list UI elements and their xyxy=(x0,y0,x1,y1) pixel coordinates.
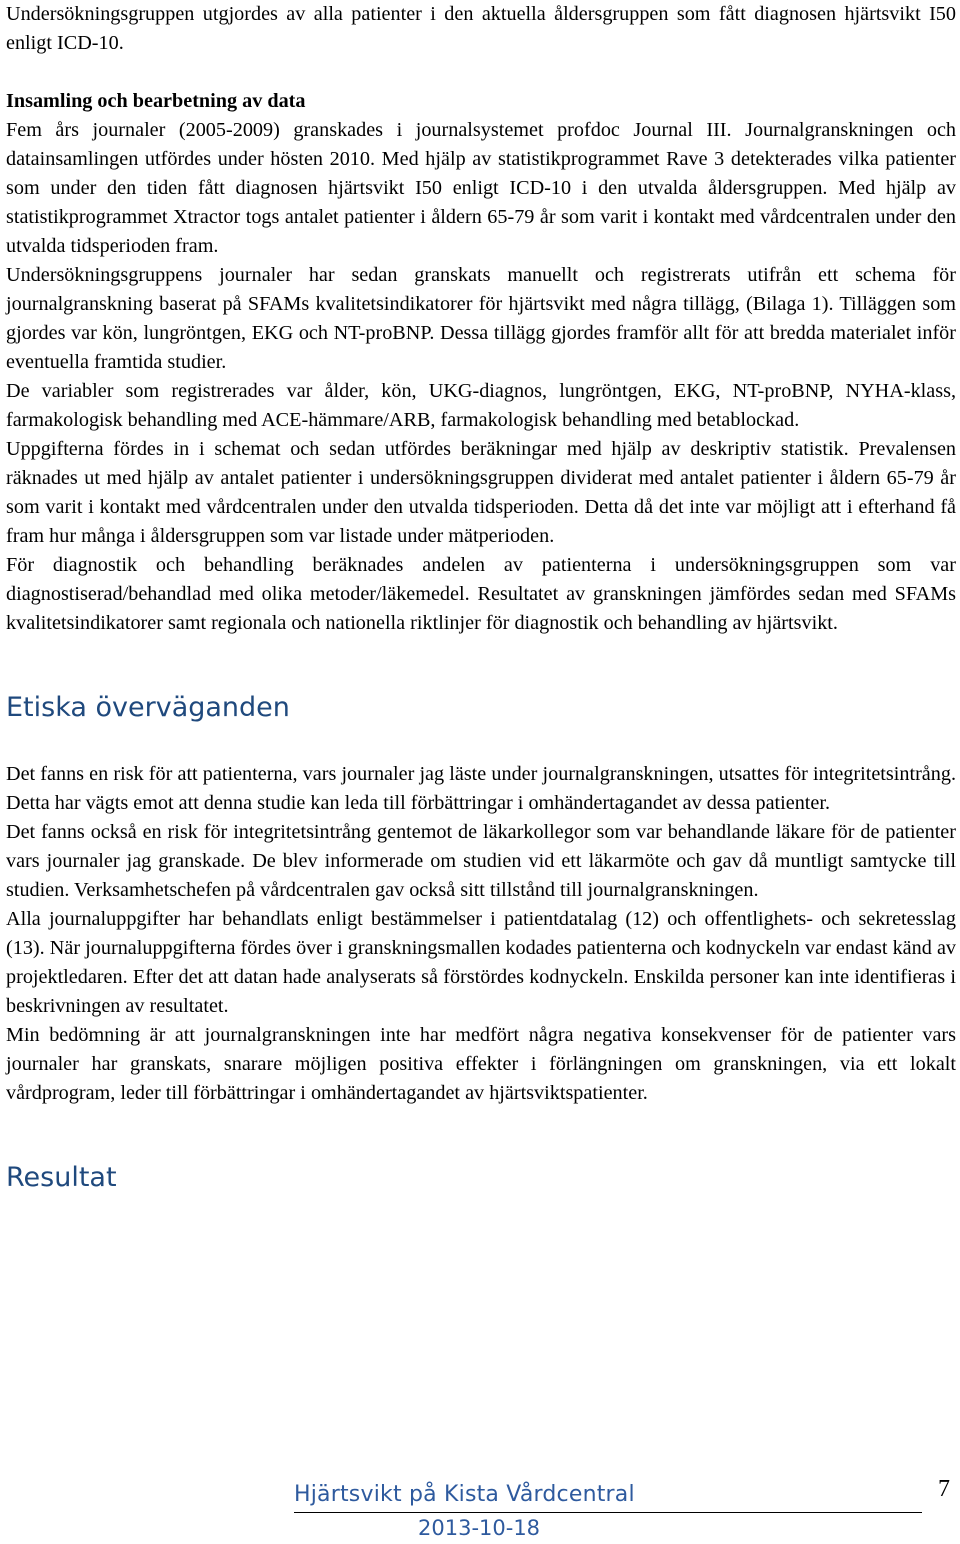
insamling-heading: Insamling och bearbetning av data xyxy=(6,90,306,112)
document-page xyxy=(6,0,956,1196)
footer-divider xyxy=(294,1512,922,1513)
page-footer xyxy=(6,1474,956,1544)
spacer xyxy=(6,726,956,760)
intro-paragraph: Undersökningsgruppen utgjordes av alla patienter i den aktuella åldersgruppen som fått diagnosen hjärtsvikt I50 enligt ICD-10. xyxy=(6,3,956,54)
insamling-paragraph-4: Uppgifterna fördes in i schemat och sedan utfördes beräkningar med hjälp av deskriptiv statistik. Prevalensen räknades ut med hjälp av antalet patienter i undersökningsgruppen dividerat med antalet patienter i åldern 65-79 år som varit i kontakt med vårdcentralen under den utvalda tidsperioden. Detta då det inte var möjligt att i efterhand få fram hur många i åldersgruppen som var listade under mätperioden. xyxy=(6,438,956,547)
spacer xyxy=(6,1108,956,1160)
spacer xyxy=(6,58,956,87)
page-number: 7 xyxy=(938,1476,950,1502)
insamling-paragraph-2: Undersökningsgruppens journaler har sedan granskats manuellt och registrerats utifrån ett schema för journalgranskning baserat på SFAMs kvalitetsindikatorer för hjärtsvikt med några tillägg, (Bilaga 1). Tilläggen som gjordes var kön, lungröntgen, EKG och NT-proBNP. Dessa tillägg gjordes framför allt för att bredda materialet inför eventuella framtida studier. xyxy=(6,264,956,373)
insamling-paragraph-3: De variabler som registrerades var ålder, kön, UKG-diagnos, lungröntgen, EKG, NT-proBNP, NYHA-klass, farmakologisk behandling med ACE-hämmare/ARB, farmakologisk behandling med betablockad. xyxy=(6,380,956,431)
etiska-heading: Etiska överväganden xyxy=(6,692,290,723)
etiska-paragraph-4: Min bedömning är att journalgranskningen inte har medfört några negativa konsekvenser för de patienter vars journaler har granskats, snarare möjligen positiva effekter i förlängningen om granskningen, via ett lokalt vårdprogram, leder till förbättringar i omhändertagandet av hjärtsviktspatienter. xyxy=(6,1024,956,1104)
footer-date: 2013-10-18 xyxy=(418,1516,541,1540)
insamling-paragraph-5: För diagnostik och behandling beräknades andelen av patienterna i undersökningsgruppen som var diagnostiserad/behandlad med olika metoder/läkemedel. Resultatet av granskningen jämfördes sedan med SFAMs kvalitetsindikatorer samt regionala och nationella riktlinjer för diagnostik och behandling av hjärtsvikt. xyxy=(6,554,956,634)
etiska-paragraph-2: Det fanns också en risk för integritetsintrång gentemot de läkarkollegor som var behandlande läkare för de patienter vars journaler jag granskade. De blev informerade om studien vid ett läkarmöte och gav då muntligt samtycke till studien. Verksamhetschefen på vårdcentralen gav också sitt tillstånd till journalgranskningen. xyxy=(6,821,956,901)
etiska-paragraph-1: Det fanns en risk för att patienterna, vars journaler jag läste under journalgranskningen, utsattes för integritetsintrång. Detta har vägts emot att denna studie kan leda till förbättringar i omhändertagandet av dessa patienter. xyxy=(6,763,956,814)
footer-title: Hjärtsvikt på Kista Vårdcentral xyxy=(294,1482,635,1507)
spacer xyxy=(6,638,956,690)
insamling-paragraph-1: Fem års journaler (2005-2009) granskades i journalsystemet profdoc Journal III. Journalgranskningen och datainsamlingen utfördes under hösten 2010. Med hjälp av statistikprogrammet Rave 3 detekterades vilka patienter som under den tiden fått diagnosen hjärtsvikt I50 enligt ICD-10 i den utvalda åldersgruppen. Med hjälp av statistikprogrammet Xtractor togs antalet patienter i åldern 65-79 år som varit i kontakt med vårdcentralen under den utvalda tidsperioden fram. xyxy=(6,119,956,257)
resultat-heading: Resultat xyxy=(6,1162,117,1193)
etiska-paragraph-3: Alla journaluppgifter har behandlats enligt bestämmelser i patientdatalag (12) och offentlighets- och sekretesslag (13). När journaluppgifterna fördes över i granskningsmallen kodades patienterna och kodnyckeln var endast känd av projektledaren. Efter det att datan hade analyserats så förstördes kodnyckeln. Enskilda personer kan inte identifieras i beskrivningen av resultatet. xyxy=(6,908,956,1017)
